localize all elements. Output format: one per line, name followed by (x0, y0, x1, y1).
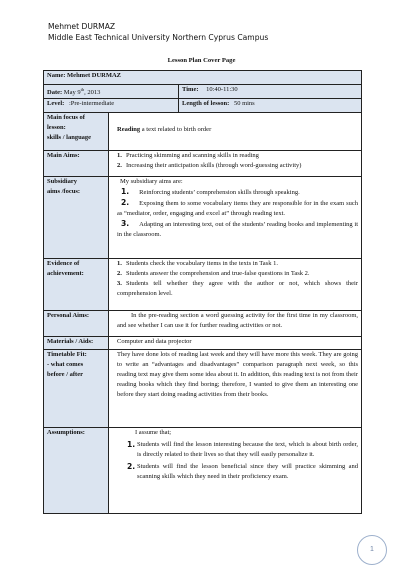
list-item: 3. Adapting an interesting text, out of the students’ reading books and implementing it in the classroom. (117, 219, 359, 239)
list-item: 2. Students will find the lesson beneficial since they will practice skimming and scanning skills which they need in their proficiency exam. (127, 462, 359, 481)
row-level-length: Level: :Pre-intermediate Length of lesson: 50 mins (44, 99, 362, 113)
row-timetable-fit (44, 350, 362, 428)
list-item: 1. Students will find the lesson interesting because the text, which is about birth order, is directly related to their lives so that they will easily personalize it. (127, 440, 359, 459)
row-date-time (44, 85, 362, 99)
length-label: Length of lesson: (182, 100, 230, 108)
evidence-label-1: Evidence of (47, 260, 80, 268)
date-suffix: th (80, 87, 85, 92)
row-personal-aims (44, 311, 362, 337)
header-institution: Middle East Technical University Northern Cyprus Campus (48, 33, 269, 42)
list-item: 1. Practicing skimming and scanning skills in reading (117, 152, 259, 160)
page-number: 1 (357, 535, 387, 565)
timetable-text: They have done lots of reading last week and they will have more this week. They are going to write an “advantages and disadvantages” comparison paragraph next week, so this reading text may give them some idea about it. In addition, this reading text is not from their reading books which they find boring; therefore, I wanted to give them an interesting one before they start doing reading activities from their books. (109, 350, 362, 428)
time-value: 10:40-11:30 (206, 86, 238, 93)
level-label: Level: (47, 100, 65, 108)
name-label: Name: (47, 72, 66, 79)
length-value: 50 mins (233, 100, 255, 108)
personal-aims-label: Personal Aims: (44, 311, 109, 337)
materials-label: Materials / Aids: (44, 337, 109, 350)
evidence-list (117, 259, 358, 299)
timetable-label-2: - what comes (47, 361, 84, 369)
row-subsidiary-aims (44, 177, 362, 259)
evidence-label-2: achievement: (47, 270, 84, 278)
row-assumptions (44, 428, 362, 514)
page-title: Lesson Plan Cover Page (167, 57, 236, 64)
list-item: 3. Students tell whether they agree with the author or not, which shows their comprehension level. (117, 280, 359, 298)
focus-label-2: lesson: (47, 124, 66, 132)
list-item: 2. Students answer the comprehension and true-false questions in Task 2. (117, 270, 310, 278)
row-materials (44, 337, 362, 350)
assumptions-list (117, 440, 358, 482)
date-value: May 9 (63, 89, 81, 97)
list-item: 2. Exposing them to some vocabulary items they are responsible for in the exam such as “mediator, order, engaging and excel at” through reading text. (117, 198, 359, 218)
row-main-focus (44, 113, 362, 151)
focus-skill: Reading (117, 126, 141, 134)
subsidiary-label-2: aims /focus: (47, 188, 81, 196)
name-value: Mehmet DURMAZ (67, 72, 122, 79)
timetable-label-3: before / after (47, 371, 83, 379)
header-name: Mehmet DURMAZ (48, 22, 116, 31)
main-aims-label: Main Aims: (44, 151, 109, 177)
assumptions-label: Assumptions: (44, 428, 109, 514)
row-evidence (44, 259, 362, 311)
main-aims-list (117, 151, 358, 171)
materials-value: Computer and data projector (109, 337, 362, 350)
list-item: 1. Reinforcing students’ comprehension skills through speaking. (121, 187, 300, 197)
level-value: Pre-intermediate (70, 100, 115, 108)
subsidiary-label-1: Subsidiary (47, 178, 77, 186)
row-name (44, 71, 362, 85)
subsidiary-list (117, 187, 358, 240)
list-item: 2. Increasing their anticipation skills (through word-guessing activity) (117, 162, 302, 170)
time-label: Time: (182, 86, 199, 93)
focus-description: a text related to birth order (141, 126, 212, 134)
focus-label-1: Main focus of (47, 114, 85, 122)
lesson-plan-table (43, 70, 362, 514)
timetable-label-1: Timetable Fit: (47, 351, 87, 359)
focus-label-3: skills / language (47, 134, 92, 142)
date-year: , 2013 (84, 89, 101, 97)
date-label: Date: (47, 89, 63, 97)
list-item: 1. Students check the vocabulary items in the texts in Task 1. (117, 260, 278, 268)
subsidiary-intro: My subsidiary aims are: (120, 178, 183, 186)
row-main-aims (44, 151, 362, 177)
personal-aims-text: In the pre-reading section a word guessing activity for the first time in my classroom, and see whether I can use it for further reading activities or not. (109, 311, 362, 337)
assumptions-intro: I assume that; (135, 429, 172, 437)
